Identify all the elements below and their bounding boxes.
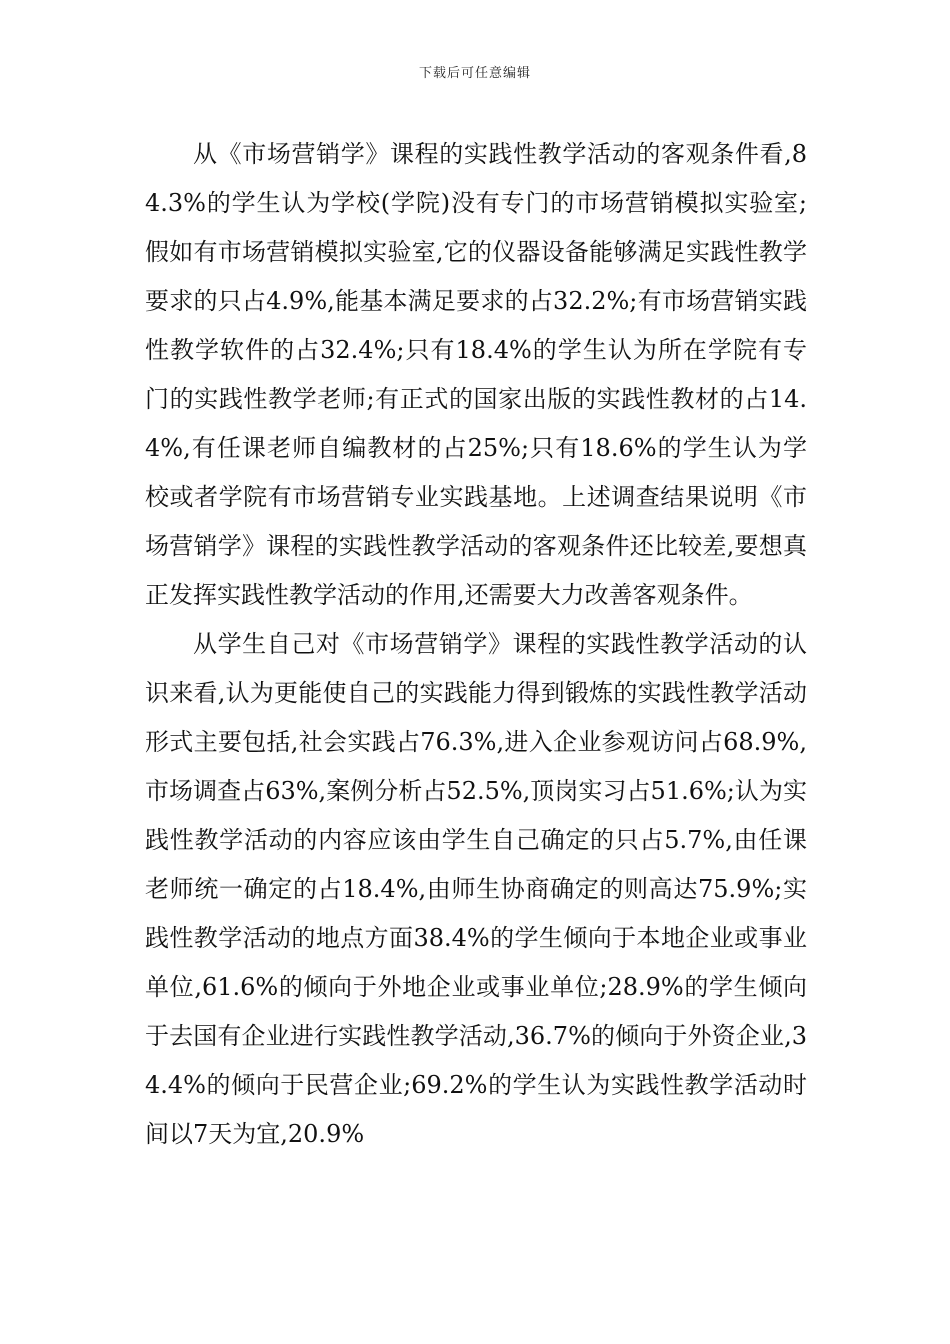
- paragraph-student-perceptions: 从学生自己对《市场营销学》课程的实践性教学活动的认识来看,认为更能使自己的实践能力得到锻炼的实践性教学活动形式主要包括,社会实践占76.3%,进入企业参观访问占68.9%,市场调查占63%,案例分析占52.5%,顶岗实习占51.6%;认为实践性教学活动的内容应该由学生自己确定的只占5.7%,由任课老师统一确定的占18.4%,由师生协商确定的则高达75.9%;实践性教学活动的地点方面38.4%的学生倾向于本地企业或事业单位,61.6%的倾向于外地企业或事业单位;28.9%的学生倾向于去国有企业进行实践性教学活动,36.7%的倾向于外资企业,34.4%的倾向于民营企业;69.2%的学生认为实践性教学活动时间以7天为宜,20.9%: [145, 630, 807, 1148]
- body-text: [145, 130, 807, 1159]
- paragraph-objective-conditions: 从《市场营销学》课程的实践性教学活动的客观条件看,84.3%的学生认为学校(学院)没有专门的市场营销模拟实验室;假如有市场营销模拟实验室,它的仪器设备能够满足实践性教学要求的只占4.9%,能基本满足要求的占32.2%;有市场营销实践性教学软件的占32.4%;只有18.4%的学生认为所在学院有专门的实践性教学老师;有正式的国家出版的实践性教材的占14.4%,有任课老师自编教材的占25%;只有18.6%的学生认为学校或者学院有市场营销专业实践基地。上述调查结果说明《市场营销学》课程的实践性教学活动的客观条件还比较差,要想真正发挥实践性教学活动的作用,还需要大力改善客观条件。: [145, 140, 807, 609]
- page-header: 下载后可任意编辑: [418, 66, 531, 81]
